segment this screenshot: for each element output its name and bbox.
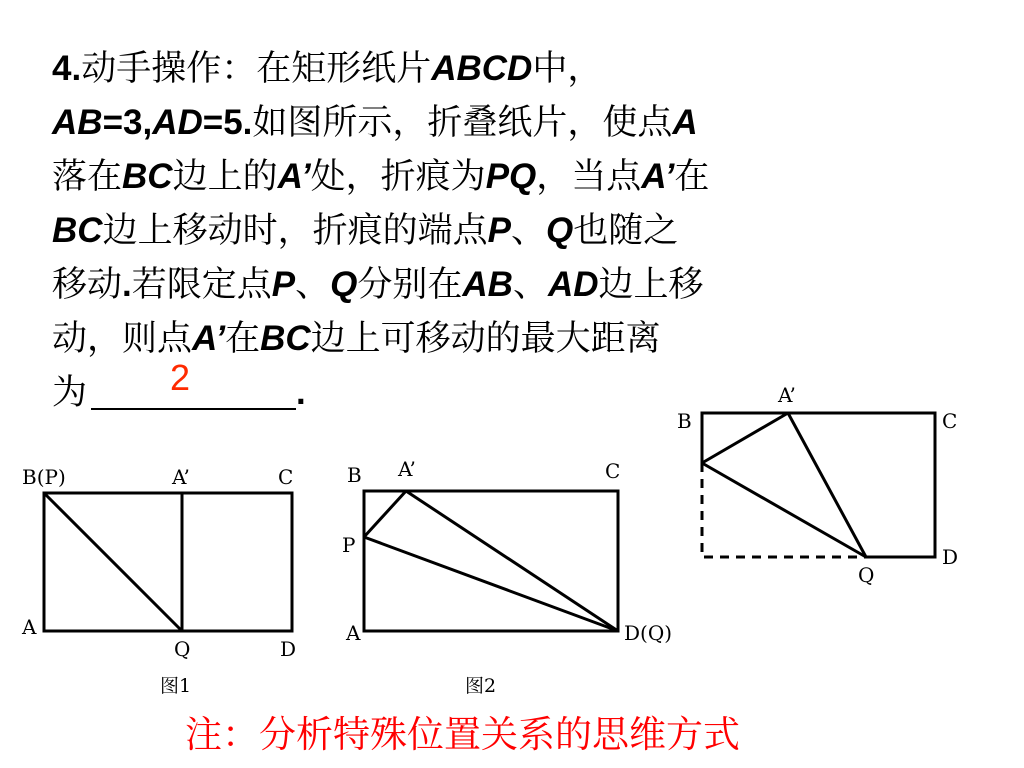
rectangle-abcd	[364, 491, 618, 631]
math-var: BC	[52, 211, 103, 250]
math-value: =3,	[102, 103, 153, 142]
note-text: 注：分析特殊位置关系的思维方式	[185, 713, 740, 756]
math-var: AB	[52, 103, 103, 142]
rectangle-abcd	[44, 493, 292, 631]
fold-edge-p-a-prime	[702, 413, 788, 463]
text-segment: 在	[674, 157, 710, 197]
text-segment: 落在	[52, 157, 123, 197]
figure-1-caption: 图1	[160, 675, 192, 697]
figure-3	[702, 413, 935, 557]
math-var: BC	[260, 319, 311, 358]
math-value: =5.	[202, 103, 253, 142]
text-segment: 中，	[532, 49, 603, 89]
math-var: A’	[641, 157, 675, 196]
text-segment: 为	[52, 373, 88, 413]
fold-edge-p-a-prime	[364, 491, 406, 537]
label-b: B	[347, 463, 362, 487]
answer-value: 2	[169, 357, 191, 398]
crease-pq	[44, 493, 182, 631]
text-segment: 、	[510, 211, 546, 251]
label-d: D	[942, 545, 959, 569]
text-segment: 边上可移动的最大距离	[310, 319, 661, 359]
math-var: PQ	[485, 157, 537, 196]
math-var: AB	[462, 265, 513, 304]
label-q: Q	[858, 563, 875, 587]
text-segment: .	[296, 373, 306, 412]
math-var: P	[487, 211, 511, 250]
text-segment: .	[122, 265, 132, 304]
text-segment: 也随之	[573, 211, 679, 251]
text-segment: 动手操作：在矩形纸片	[81, 49, 432, 89]
text-segment: 、	[512, 265, 548, 305]
figure-1	[44, 493, 292, 631]
fold-edge-a-prime-d	[406, 491, 618, 631]
math-var: A’	[192, 319, 226, 358]
problem-number: 4.	[52, 49, 82, 88]
label-b-p: B(P)	[22, 465, 66, 489]
math-var: A	[672, 103, 698, 142]
text-segment: 处，折痕为	[310, 157, 486, 197]
math-var: Q	[545, 211, 574, 250]
label-p: P	[342, 533, 356, 557]
text-segment: 分别在	[357, 265, 463, 305]
math-var: A’	[277, 157, 311, 196]
label-a: A	[22, 615, 37, 639]
text-segment: 若限定点	[131, 265, 272, 305]
math-var: Q	[330, 265, 358, 304]
label-c: C	[605, 459, 621, 483]
label-a-prime: A’	[398, 457, 416, 481]
label-a: A	[346, 621, 361, 645]
math-var: BC	[122, 157, 173, 196]
label-c: C	[942, 409, 958, 433]
rectangle-outline	[702, 413, 935, 557]
math-var: ABCD	[431, 49, 533, 88]
text-segment: 边上移	[598, 265, 704, 305]
text-segment: ，当点	[536, 157, 642, 197]
label-a-prime: A’	[172, 465, 190, 489]
label-q: Q	[174, 637, 191, 661]
text-segment: 在	[225, 319, 261, 359]
label-b: B	[677, 409, 692, 433]
crease-pq	[364, 537, 618, 631]
figure-2	[364, 491, 618, 631]
text-segment: 边上的	[172, 157, 278, 197]
figure-2-caption: 图2	[465, 675, 497, 697]
text-segment: 如图所示，折叠纸片，使点	[252, 103, 673, 143]
label-d: D	[280, 637, 297, 661]
label-a-prime: A’	[778, 383, 796, 407]
text-segment: 移动	[52, 265, 123, 305]
math-var: P	[271, 265, 296, 304]
math-var: AD	[152, 103, 203, 142]
label-c: C	[278, 465, 294, 489]
text-segment: 、	[295, 265, 331, 305]
text-segment: 动，则点	[52, 319, 193, 359]
math-var: AD	[547, 265, 599, 304]
label-d-q: D(Q)	[624, 621, 673, 645]
text-segment: 边上移动时，折痕的端点	[102, 211, 488, 251]
